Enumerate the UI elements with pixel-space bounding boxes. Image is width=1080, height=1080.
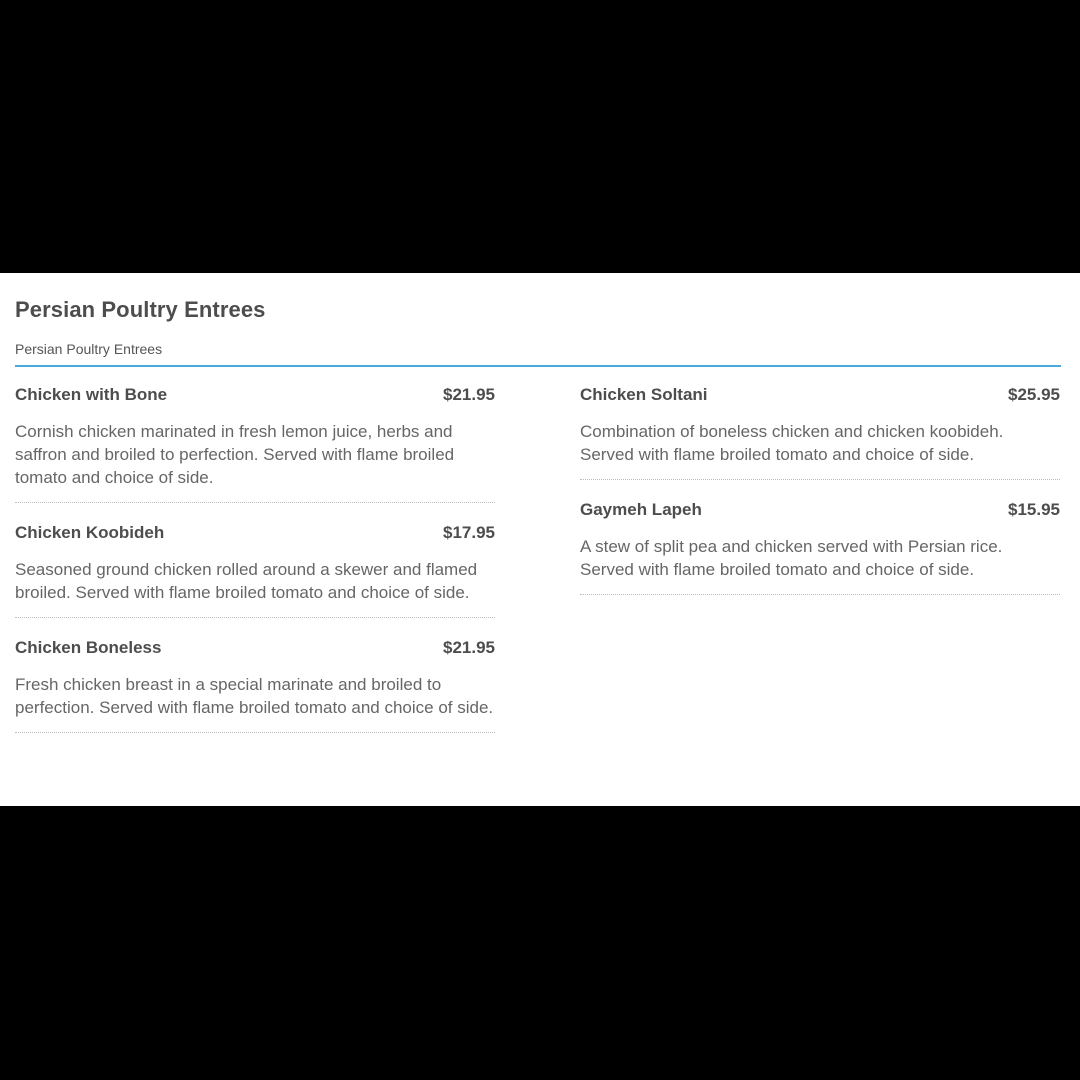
menu-item-header	[15, 385, 495, 409]
menu-item-header	[15, 523, 495, 547]
section-title: Persian Poultry Entrees	[15, 297, 266, 322]
menu-item-gaymeh-lapeh[interactable]	[580, 500, 1060, 595]
menu-item-name: Chicken Boneless	[15, 638, 162, 657]
menu-column-left	[15, 385, 495, 753]
menu-item-description: Fresh chicken breast in a special marinate and broiled to perfection. Served with flame broiled tomato and choice of side.	[15, 675, 494, 717]
menu-item-chicken-koobideh[interactable]	[15, 523, 495, 618]
section-divider	[15, 365, 1061, 367]
menu-panel	[0, 273, 1080, 806]
menu-item-chicken-boneless[interactable]	[15, 638, 495, 733]
menu-column-right	[580, 385, 1060, 615]
menu-item-header	[15, 638, 495, 662]
menu-item-name: Chicken with Bone	[15, 385, 168, 404]
menu-item-price: $15.95	[1008, 500, 1060, 519]
menu-item-description: Cornish chicken marinated in fresh lemon juice, herbs and saffron and broiled to perfection. Served with flame broiled tomato and choice of side.	[15, 422, 455, 487]
menu-item-name: Chicken Koobideh	[15, 523, 165, 542]
menu-item-description: A stew of split pea and chicken served with Persian rice. Served with flame broiled tomato and choice of side.	[580, 537, 1003, 579]
menu-item-price: $25.95	[1008, 385, 1060, 404]
menu-item-description: Seasoned ground chicken rolled around a skewer and flamed broiled. Served with flame broiled tomato and choice of side.	[15, 560, 478, 602]
menu-item-chicken-soltani[interactable]	[580, 385, 1060, 480]
menu-item-header	[580, 500, 1060, 524]
menu-item-price: $21.95	[443, 638, 495, 657]
section-subtitle: Persian Poultry Entrees	[15, 341, 163, 357]
menu-item-name: Gaymeh Lapeh	[580, 500, 702, 519]
menu-item-description: Combination of boneless chicken and chicken koobideh. Served with flame broiled tomato and choice of side.	[580, 422, 1004, 464]
menu-item-header	[580, 385, 1060, 409]
menu-item-price: $17.95	[443, 523, 495, 542]
menu-item-price: $21.95	[443, 385, 495, 404]
menu-item-chicken-with-bone[interactable]	[15, 385, 495, 503]
menu-item-name: Chicken Soltani	[580, 385, 708, 404]
